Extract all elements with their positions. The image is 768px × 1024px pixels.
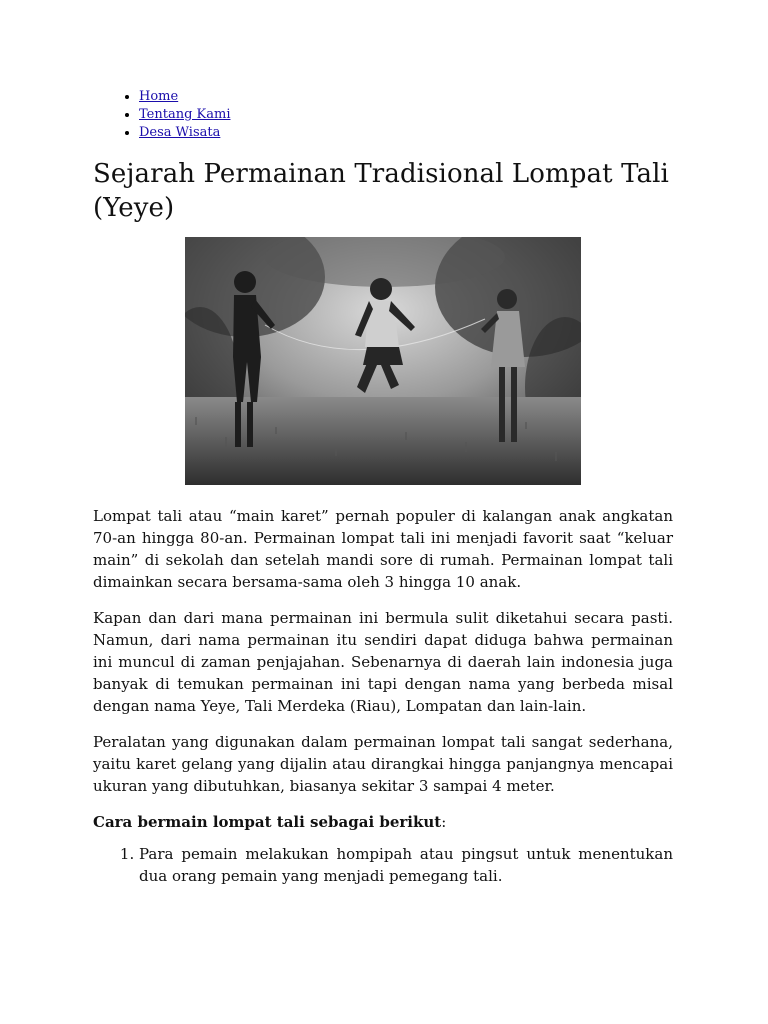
step-item: 1. Para pemain melakukan hompipah atau pingsut untuk menentukan dua orang pemain yang menjadi pemegang tali. [139, 843, 673, 887]
steps-list [93, 843, 673, 887]
nav-list [93, 88, 673, 142]
nav-item-desa-wisata [139, 124, 673, 142]
nav-link-tentang-kami[interactable]: Tentang Kami [139, 107, 231, 122]
nav-item-tentang-kami [139, 106, 673, 124]
paragraph-1: Lompat tali atau “main karet” pernah populer di kalangan anak angkatan 70-an hingga 80-an. Permainan lompat tali ini menjadi favorit saat “keluar main” di sekolah dan setelah mandi sore di rumah. Permainan lompat tali dimainkan secara bersama-sama oleh 3 hingga 10 anak. [93, 507, 673, 591]
paragraph-2: Kapan dan dari mana permainan ini bermula sulit diketahui secara pasti. Namun, dari nama permainan itu sendiri dapat diduga bahwa permainan ini muncul di zaman penjajahan. Sebenarnya di daerah lain indonesia juga banyak di temukan permainan ini tapi dengan nama yang berbeda misal dengan nama Yeye, Tali Merdeka (Riau), Lompatan dan lain-lain. [93, 609, 673, 715]
children-jump-rope-photo [185, 237, 581, 485]
nav-link-desa-wisata[interactable]: Desa Wisata [139, 125, 221, 140]
article-title: Sejarah Permainan Tradisional Lompat Tali (Yeye) [93, 159, 669, 223]
nav-item-home [139, 88, 673, 106]
steps-heading-colon: : [441, 813, 447, 831]
steps-heading-text: Cara bermain lompat tali sebagai berikut [93, 813, 442, 831]
steps-heading [93, 811, 673, 833]
article-page [93, 88, 673, 887]
nav-link-home[interactable]: Home [139, 89, 179, 104]
photo-container [93, 237, 673, 485]
paragraph-3: Peralatan yang digunakan dalam permainan lompat tali sangat sederhana, yaitu karet gelang yang dijalin atau dirangkai hingga panjangnya mencapai ukuran yang dibutuhkan, biasanya sekitar 3 sampai 4 meter. [93, 733, 673, 795]
